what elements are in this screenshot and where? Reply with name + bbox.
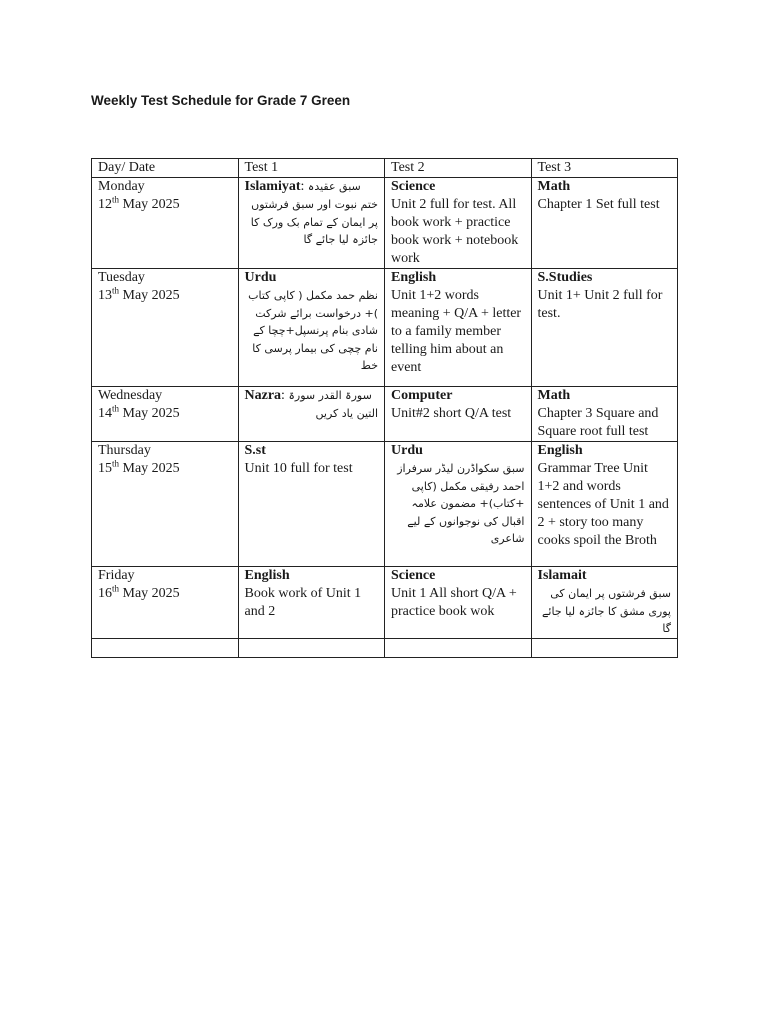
empty-cell	[531, 638, 678, 657]
subject-label: S.Studies	[537, 270, 593, 285]
date-rest: May 2025	[119, 406, 180, 421]
test2-cell	[385, 442, 532, 567]
table-header-row	[92, 159, 678, 178]
date-text	[98, 585, 232, 603]
date-day: 16	[98, 586, 112, 601]
table-row	[92, 269, 678, 387]
day-cell	[92, 178, 239, 269]
date-suffix: th	[112, 458, 120, 469]
test3-cell	[531, 387, 678, 442]
urdu-description: سبق سکواڈرن لیڈر سرفراز احمد رفیقی مکمل (کاپی +کتاب)+ مضمون علامہ اقبال کی نوجوانوں کے لیے شاعری	[397, 462, 525, 545]
day-name: Friday	[98, 568, 135, 583]
subject-separator: :	[281, 388, 289, 403]
subject-label: Islamiyat	[244, 179, 301, 194]
date-suffix: th	[112, 194, 120, 205]
test1-cell	[238, 387, 385, 442]
header-day-date: Day/ Date	[92, 159, 239, 178]
empty-cell	[92, 638, 239, 657]
day-name: Wednesday	[98, 388, 163, 403]
header-test-2: Test 2	[385, 159, 532, 178]
day-cell	[92, 567, 239, 639]
day-name: Thursday	[98, 443, 151, 458]
test1-cell	[238, 269, 385, 387]
test-description: Unit#2 short Q/A test	[391, 406, 512, 421]
day-name: Monday	[98, 179, 145, 194]
day-cell	[92, 269, 239, 387]
subject-label: Science	[391, 179, 436, 194]
empty-table-row	[92, 638, 678, 657]
subject-label: English	[391, 270, 437, 285]
test2-cell	[385, 387, 532, 442]
test3-cell	[531, 442, 678, 567]
table-row	[92, 178, 678, 269]
urdu-description: سبق فرشتوں پر ایمان کی پوری مشق کا جائزہ لیا جائے گا	[541, 587, 671, 635]
test-description: Book work of Unit 1 and 2	[244, 586, 362, 619]
test1-cell	[238, 567, 385, 639]
urdu-description: ختم نبوت اور سبق فرشتوں پر ایمان کے تمام بک ورک کا جائزہ لیا جائے گا	[250, 198, 378, 246]
test2-cell	[385, 567, 532, 639]
date-rest: May 2025	[119, 586, 180, 601]
subject-label: Islamait	[537, 568, 587, 583]
date-text	[98, 287, 232, 305]
day-name: Tuesday	[98, 270, 145, 285]
header-test-1: Test 1	[238, 159, 385, 178]
date-day: 14	[98, 406, 112, 421]
subject-label: S.st	[244, 443, 266, 458]
test3-cell	[531, 269, 678, 387]
urdu-inline-text: سبق عقیدہ	[307, 180, 361, 193]
urdu-description: التین یاد کریں	[315, 407, 378, 420]
day-cell	[92, 387, 239, 442]
date-rest: May 2025	[119, 197, 180, 212]
test3-cell	[531, 178, 678, 269]
test-description: Grammar Tree Unit 1+2 and words sentences of Unit 1 and 2 + story too many cooks spoil the Broth	[537, 461, 669, 548]
urdu-inline-text: سورۃ القدر سورۃ	[288, 389, 372, 402]
urdu-description: نظم حمد مکمل ( کاپی کتاب )+ درخواست برائے شرکت شادی بنام پرنسپل+چچا کے نام چچی کی بیمار پرسی کا خط	[248, 289, 378, 372]
table-row	[92, 442, 678, 567]
subject-label: Computer	[391, 388, 453, 403]
page-title: Weekly Test Schedule for Grade 7 Green	[91, 93, 351, 108]
subject-label: English	[537, 443, 583, 458]
table-row	[92, 567, 678, 639]
date-text	[98, 460, 232, 478]
test-description: Unit 10 full for test	[244, 461, 353, 476]
date-text	[98, 405, 232, 423]
date-suffix: th	[112, 403, 120, 414]
date-day: 15	[98, 461, 112, 476]
table-row	[92, 387, 678, 442]
subject-label: Urdu	[391, 443, 423, 458]
subject-label: Nazra	[244, 388, 282, 403]
test1-cell	[238, 442, 385, 567]
subject-label: Science	[391, 568, 436, 583]
test1-cell	[238, 178, 385, 269]
subject-label: Math	[537, 388, 571, 403]
date-text	[98, 196, 232, 214]
date-day: 13	[98, 288, 112, 303]
test-description: Chapter 1 Set full test	[537, 197, 660, 212]
test3-cell	[531, 567, 678, 639]
date-day: 12	[98, 197, 112, 212]
test-description: Unit 2 full for test. All book work + practice book work + notebook work	[391, 197, 519, 266]
empty-cell	[385, 638, 532, 657]
test-description: Unit 1 All short Q/A + practice book wok	[391, 586, 517, 619]
subject-separator: :	[300, 179, 308, 194]
date-rest: May 2025	[119, 288, 180, 303]
subject-label: Math	[537, 179, 571, 194]
empty-cell	[238, 638, 385, 657]
subject-label: Urdu	[244, 270, 277, 285]
test-schedule-table	[91, 158, 678, 658]
test-description: Unit 1+ Unit 2 full for test.	[537, 288, 663, 321]
test2-cell	[385, 269, 532, 387]
day-cell	[92, 442, 239, 567]
date-suffix: th	[112, 583, 120, 594]
date-suffix: th	[112, 285, 120, 296]
header-test-3: Test 3	[531, 159, 678, 178]
date-rest: May 2025	[119, 461, 180, 476]
test2-cell	[385, 178, 532, 269]
subject-label: English	[244, 568, 290, 583]
test-description: Unit 1+2 words meaning + Q/A + letter to a family member telling him about an event	[391, 288, 522, 375]
test-description: Chapter 3 Square and Square root full test	[537, 406, 659, 439]
